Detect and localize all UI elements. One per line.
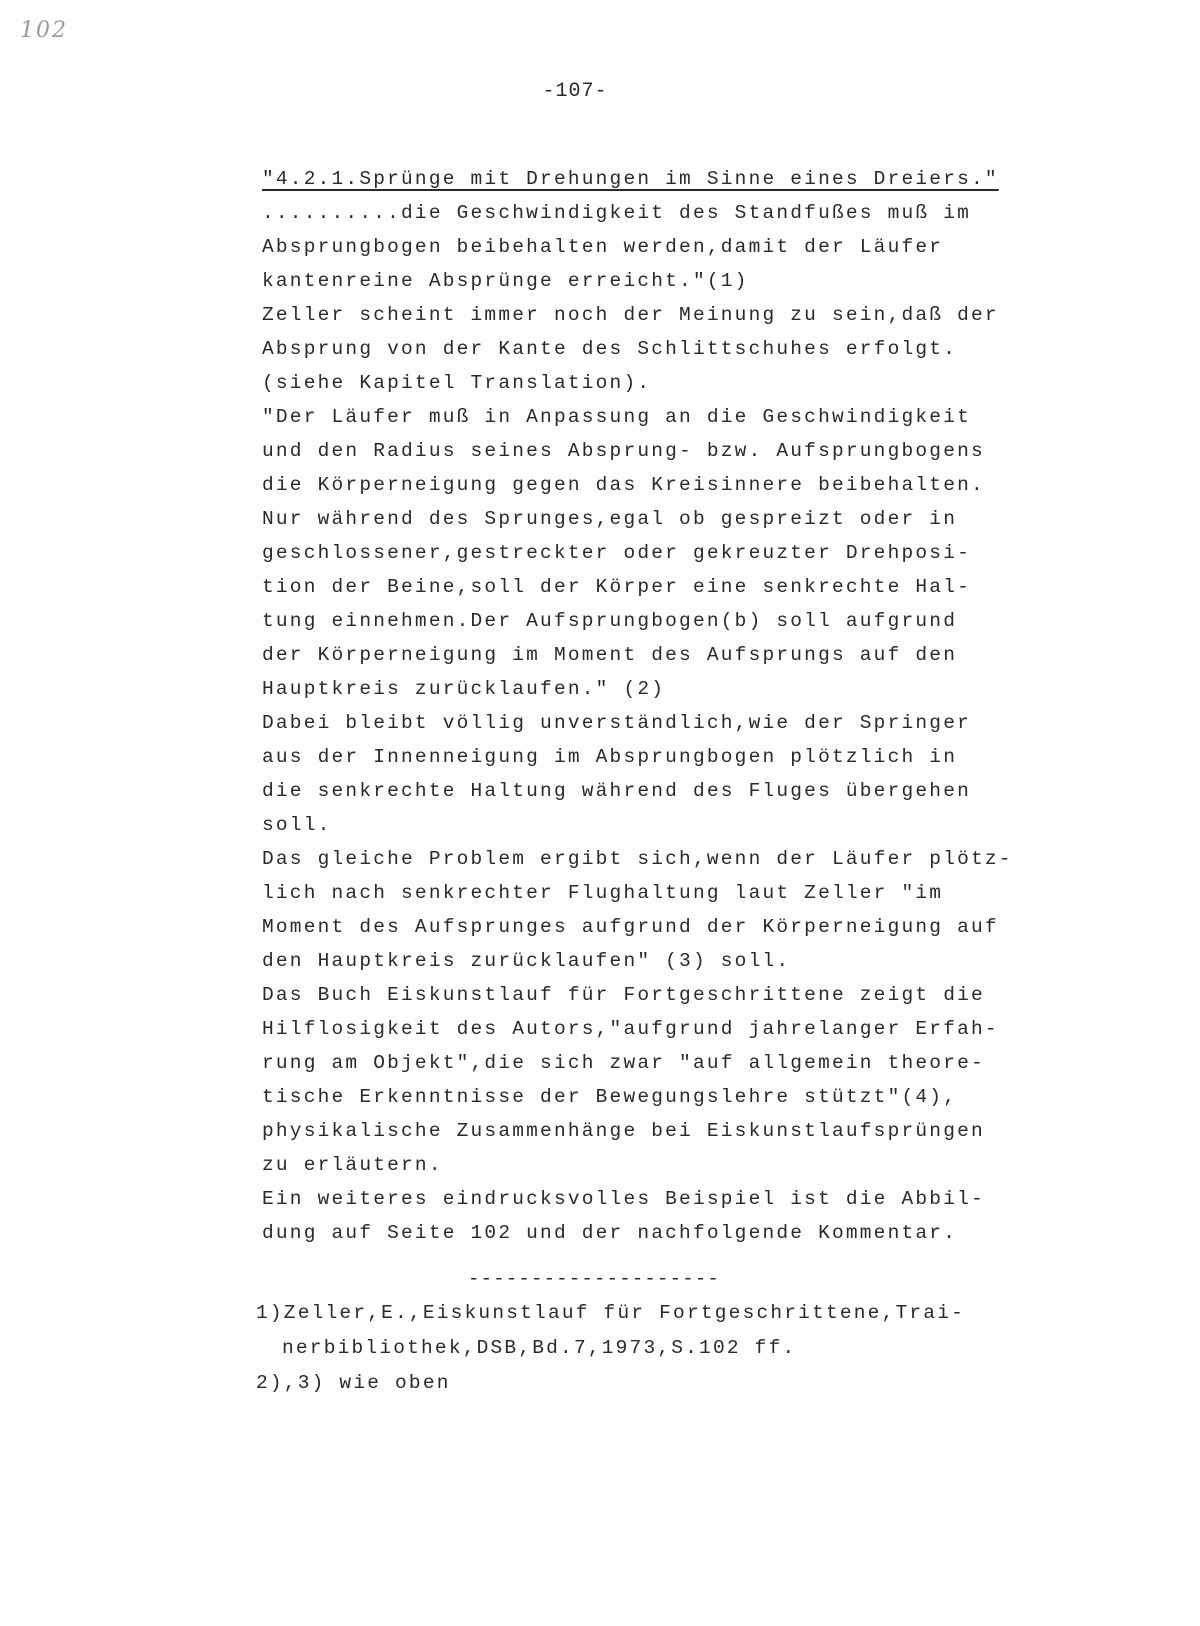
text-line: die Körperneigung gegen das Kreisinnere beibehalten. bbox=[262, 474, 985, 496]
text-line: Hilflosigkeit des Autors,"aufgrund jahrelanger Erfah- bbox=[262, 1018, 999, 1040]
text-line: zu erläutern. bbox=[262, 1154, 443, 1176]
text-line: Das Buch Eiskunstlauf für Fortgeschrittene zeigt die bbox=[262, 984, 985, 1006]
text-line: Ein weiteres eindrucksvolles Beispiel ist die Abbil- bbox=[262, 1188, 985, 1210]
text-line: (siehe Kapitel Translation). bbox=[262, 372, 652, 394]
footnote-line: 1)Zeller,E.,Eiskunstlauf für Fortgeschrittene,Trai- bbox=[256, 1302, 965, 1324]
page-number: -107- bbox=[542, 80, 608, 103]
text-line: ..........die Geschwindigkeit des Standfußes muß im bbox=[262, 202, 971, 224]
text-line: soll. bbox=[262, 814, 332, 836]
text-line: dung auf Seite 102 und der nachfolgende Kommentar. bbox=[262, 1222, 958, 1244]
text-line: Hauptkreis zurücklaufen." (2) bbox=[262, 678, 666, 700]
text-line: tion der Beine,soll der Körper eine senkrechte Hal- bbox=[262, 576, 971, 598]
body-text bbox=[262, 162, 1022, 1250]
text-line: den Hauptkreis zurücklaufen" (3) soll. bbox=[262, 950, 791, 972]
text-line: tische Erkenntnisse der Bewegungslehre stützt"(4), bbox=[262, 1086, 958, 1108]
footnote-line: 2),3) wie oben bbox=[256, 1372, 451, 1394]
text-line: Absprungbogen beibehalten werden,damit der Läufer bbox=[262, 236, 944, 258]
text-line: "Der Läufer muß in Anpassung an die Geschwindigkeit bbox=[262, 406, 971, 428]
text-line: geschlossener,gestreckter oder gekreuzter Drehposi- bbox=[262, 542, 971, 564]
text-line: Moment des Aufsprunges aufgrund der Körperneigung auf bbox=[262, 916, 999, 938]
text-line: der Körperneigung im Moment des Aufsprungs auf den bbox=[262, 644, 958, 666]
text-line: Absprung von der Kante des Schlittschuhes erfolgt. bbox=[262, 338, 958, 360]
section-heading: "4.2.1.Sprünge mit Drehungen im Sinne eines Dreiers." bbox=[262, 168, 999, 190]
footnote-divider: -------------------- bbox=[468, 1268, 721, 1290]
text-line: Nur während des Sprunges,egal ob gespreizt oder in bbox=[262, 508, 958, 530]
text-line: lich nach senkrechter Flughaltung laut Zeller "im bbox=[262, 882, 944, 904]
text-line: und den Radius seines Absprung- bzw. Aufsprungbogens bbox=[262, 440, 985, 462]
text-line: Das gleiche Problem ergibt sich,wenn der Läufer plötz- bbox=[262, 848, 1013, 870]
footnote-line: nerbibliothek,DSB,Bd.7,1973,S.102 ff. bbox=[282, 1337, 797, 1359]
handwritten-page-mark: 102 bbox=[20, 18, 68, 43]
text-line: Zeller scheint immer noch der Meinung zu sein,daß der bbox=[262, 304, 999, 326]
text-line: kantenreine Absprünge erreicht."(1) bbox=[262, 270, 749, 292]
text-line: die senkrechte Haltung während des Fluges übergehen bbox=[262, 780, 971, 802]
text-line: physikalische Zusammenhänge bei Eiskunstlaufsprüngen bbox=[262, 1120, 985, 1142]
text-line: aus der Innenneigung im Absprungbogen plötzlich in bbox=[262, 746, 958, 768]
text-line: rung am Objekt",die sich zwar "auf allgemein theore- bbox=[262, 1052, 985, 1074]
footnotes bbox=[256, 1296, 1056, 1401]
text-line: Dabei bleibt völlig unverständlich,wie der Springer bbox=[262, 712, 971, 734]
text-line: tung einnehmen.Der Aufsprungbogen(b) soll aufgrund bbox=[262, 610, 958, 632]
